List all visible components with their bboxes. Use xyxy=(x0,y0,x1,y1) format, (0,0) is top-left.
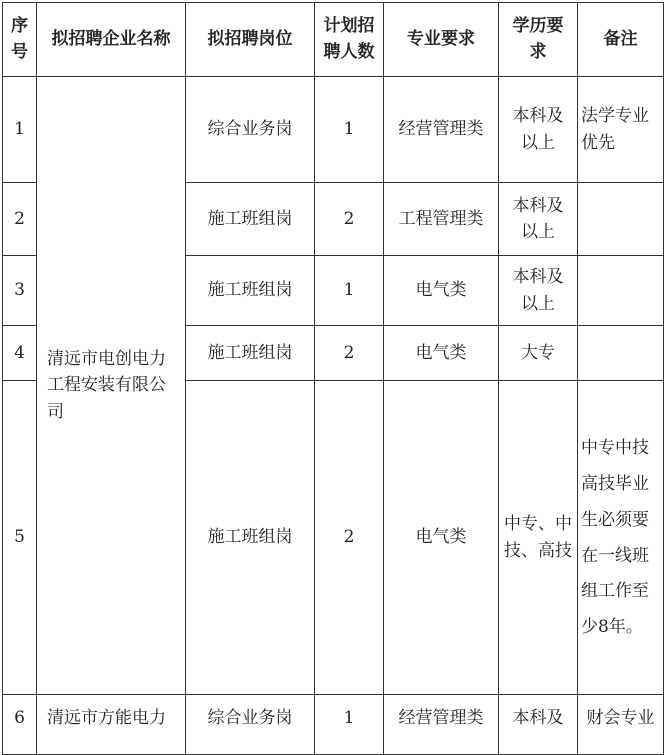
count-cell: 1 xyxy=(315,256,384,326)
note-cell: 法学专业 优先 xyxy=(578,77,664,183)
seq-cell: 2 xyxy=(3,183,37,256)
education-cell: 本科及 以上 xyxy=(499,256,578,326)
header-count: 计划招 聘人数 xyxy=(315,3,384,77)
education-cell: 本科及 xyxy=(499,695,578,755)
education-cell: 大专 xyxy=(499,326,578,381)
major-cell: 电气类 xyxy=(384,256,499,326)
seq-cell: 4 xyxy=(3,326,37,381)
note-cell xyxy=(578,256,664,326)
header-seq: 序 号 xyxy=(3,3,37,77)
position-cell: 施工班组岗 xyxy=(186,256,315,326)
position-cell: 综合业务岗 xyxy=(186,695,315,755)
table-row xyxy=(3,77,664,183)
note-cell: 财会专业 xyxy=(578,695,664,755)
position-cell: 施工班组岗 xyxy=(186,381,315,695)
header-education: 学历要 求 xyxy=(499,3,578,77)
count-cell: 2 xyxy=(315,183,384,256)
position-cell: 施工班组岗 xyxy=(186,326,315,381)
count-cell: 2 xyxy=(315,326,384,381)
count-cell: 1 xyxy=(315,695,384,755)
note-cell xyxy=(578,326,664,381)
company-cell: 清远市电创电力 工程安装有限公 司 xyxy=(37,77,186,695)
header-company: 拟招聘企业名称 xyxy=(37,3,186,77)
major-cell: 工程管理类 xyxy=(384,183,499,256)
table-row xyxy=(3,695,664,755)
note-cell: 中专中技 高技毕业 生必须要 在一线班 组工作至 少8年。 xyxy=(578,381,664,695)
seq-cell: 5 xyxy=(3,381,37,695)
count-cell: 1 xyxy=(315,77,384,183)
major-cell: 经营管理类 xyxy=(384,77,499,183)
seq-cell: 3 xyxy=(3,256,37,326)
header-position: 拟招聘岗位 xyxy=(186,3,315,77)
seq-cell: 1 xyxy=(3,77,37,183)
major-cell: 电气类 xyxy=(384,326,499,381)
recruitment-table xyxy=(2,2,664,755)
education-cell: 本科及 以上 xyxy=(499,77,578,183)
education-cell: 本科及 以上 xyxy=(499,183,578,256)
seq-cell: 6 xyxy=(3,695,37,755)
position-cell: 综合业务岗 xyxy=(186,77,315,183)
education-cell: 中专、中 技、高技 xyxy=(499,381,578,695)
company-cell: 清远市方能电力 xyxy=(37,695,186,755)
header-note: 备注 xyxy=(578,3,664,77)
header-row xyxy=(3,3,664,77)
position-cell: 施工班组岗 xyxy=(186,183,315,256)
header-major: 专业要求 xyxy=(384,3,499,77)
major-cell: 经营管理类 xyxy=(384,695,499,755)
count-cell: 2 xyxy=(315,381,384,695)
note-cell xyxy=(578,183,664,256)
major-cell: 电气类 xyxy=(384,381,499,695)
